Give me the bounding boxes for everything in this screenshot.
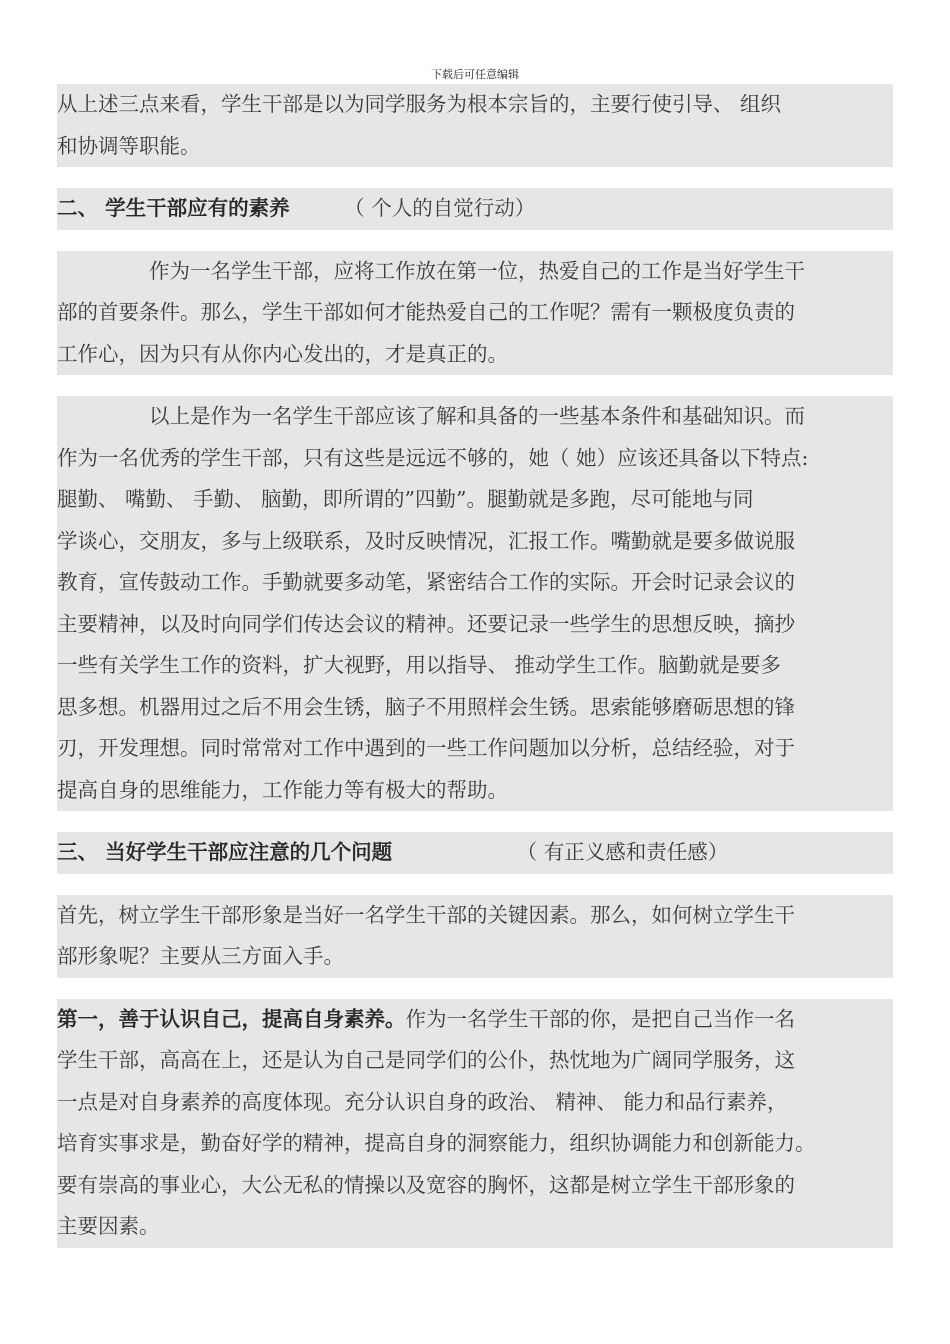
text-line: 工作心，因为只有从你内心发出的，才是真正的。 bbox=[57, 341, 508, 366]
heading-title: 三、 当好学生干部应注意的几个问题 bbox=[57, 840, 393, 864]
text-line: 和协调等职能。 bbox=[57, 133, 201, 158]
text-line: 要有崇高的事业心，大公无私的情操以及宽容的胸怀，这都是树立学生干部形象的 bbox=[57, 1172, 795, 1197]
section-heading-3 bbox=[57, 832, 893, 874]
paragraph-gap bbox=[57, 811, 893, 832]
text-line: 部的首要条件。那么，学生干部如何才能热爱自己的工作呢？需有一颗极度负责的 bbox=[57, 300, 795, 324]
text-line: 作为一名学生干部，应将工作放在第一位，热爱自己的工作是当好学生干 bbox=[149, 258, 805, 283]
paragraph-love-work bbox=[57, 251, 893, 376]
text-line: 腿勤、 嘴勤、 手勤、 脑勤，即所谓的”四勤”。腿勤就是多跑，尽可能地与同 bbox=[57, 487, 754, 511]
text-line: 学生干部，高高在上，还是认为自己是同学们的公仆，热忱地为广阔同学服务，这 bbox=[57, 1048, 795, 1072]
text-line: 一些有关学生工作的资料，扩大视野，用以指导、 推动学生工作。脑勤就是要多 bbox=[57, 653, 782, 677]
heading-note: （ 有正义感和责任感） bbox=[516, 840, 729, 864]
text-line: 学谈心，交朋友，多与上级联系，及时反映情况，汇报工作。嘴勤就是要多做说服 bbox=[57, 528, 795, 553]
text-line: 一点是对自身素养的高度体现。充分认识自身的政治、 精神、 能力和品行素养， bbox=[57, 1089, 788, 1114]
text-line: 培育实事求是，勤奋好学的精神，提高自身的洞察能力，组织协调能力和创新能力。 bbox=[57, 1131, 816, 1155]
text-line: 以上是作为一名学生干部应该了解和具备的一些基本条件和基础知识。而 bbox=[149, 404, 805, 428]
document-body bbox=[57, 84, 893, 1248]
paragraph-self-awareness bbox=[57, 999, 893, 1248]
paragraph-gap bbox=[57, 874, 893, 895]
section-heading-2 bbox=[57, 188, 893, 230]
paragraph-image-building bbox=[57, 895, 893, 978]
paragraph-four-diligences bbox=[57, 396, 893, 811]
paragraph-gap bbox=[57, 230, 893, 251]
text-line: 思多想。机器用过之后不用会生锈，脑子不用照样会生锈。思索能够磨砺思想的锋 bbox=[57, 694, 795, 719]
text-line: 首先，树立学生干部形象是当好一名学生干部的关键因素。那么，如何树立学生干 bbox=[57, 902, 795, 927]
text-line: 提高自身的思维能力，工作能力等有极大的帮助。 bbox=[57, 777, 508, 802]
text-line: 刃，开发理想。同时常常对工作中遇到的一些工作问题加以分析，总结经验，对于 bbox=[57, 736, 795, 760]
text-line: 教育，宣传鼓动工作。手勤就要多动笔，紧密结合工作的实际。开会时记录会议的 bbox=[57, 570, 795, 594]
paragraph-gap bbox=[57, 375, 893, 396]
paragraph-service-purpose bbox=[57, 84, 893, 167]
paragraph-gap bbox=[57, 167, 893, 188]
text-line: 从上述三点来看，学生干部是以为同学服务为根本宗旨的，主要行使引导、 组织 bbox=[57, 92, 782, 116]
text-line: 作为一名优秀的学生干部，只有这些是远远不够的，她（ 她）应该还具备以下特点: bbox=[57, 445, 809, 470]
text-run: 作为一名学生干部的你，是把自己当作一名 bbox=[405, 1006, 795, 1031]
text-line: 部形象呢？主要从三方面入手。 bbox=[57, 944, 344, 968]
heading-note: （ 个人的自觉行动） bbox=[344, 196, 536, 220]
paragraph-gap bbox=[57, 978, 893, 999]
text-line: 主要精神，以及时向同学们传达会议的精神。还要记录一些学生的思想反映，摘抄 bbox=[57, 611, 795, 636]
text-line: 主要因素。 bbox=[57, 1214, 160, 1238]
heading-title: 二、 学生干部应有的素养 bbox=[57, 196, 290, 220]
lead-sentence: 第一，善于认识自己，提高自身素养。 bbox=[57, 1006, 406, 1031]
header-note: 下载后可任意编辑 bbox=[431, 68, 519, 81]
